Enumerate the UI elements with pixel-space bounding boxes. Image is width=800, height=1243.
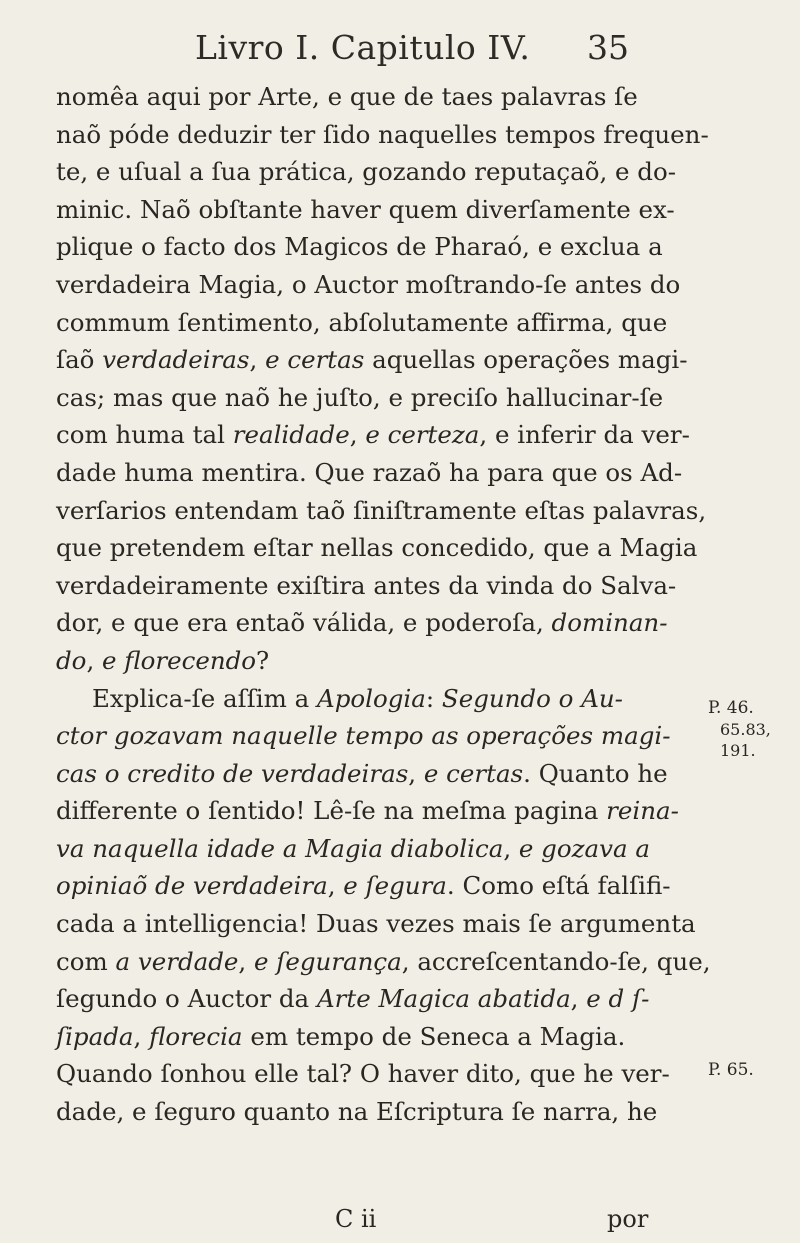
italic-text-segment: Arte Magica abatida <box>316 984 571 1014</box>
italic-text-segment: florecia <box>149 1021 243 1051</box>
text-segment: , e inferir da ver- <box>479 420 690 450</box>
italic-text-segment: verdadeiras <box>102 345 250 375</box>
italic-text-segment: e d ſ- <box>586 984 650 1014</box>
margin-note-line: 65.83, <box>720 720 771 739</box>
text-line <box>56 454 683 492</box>
text-segment: ſaõ <box>56 345 103 375</box>
text-segment: te, e uſual a ſua prática, gozando reputaçaõ, e do- <box>56 157 677 187</box>
italic-text-segment: cas o credito de verdadeiras <box>56 758 409 788</box>
italic-text-segment: Segundo o Au- <box>441 683 623 713</box>
page-number: 35 <box>587 28 629 67</box>
text-segment: commum ſentimento, abſolutamente affirma, que <box>56 307 668 337</box>
text-segment: , <box>327 871 344 901</box>
text-segment: naõ póde deduzir ter ſido naquelles tempos frequen- <box>56 119 709 149</box>
text-line <box>56 567 676 605</box>
text-line <box>56 228 676 266</box>
text-segment: , <box>249 345 266 375</box>
italic-text-segment: e certas <box>265 345 365 375</box>
text-segment: , <box>238 946 254 976</box>
text-segment: Explica-ſe aſſim a <box>92 683 318 713</box>
page-header <box>0 22 800 72</box>
text-segment: que pretendem eſtar nellas concedido, que a Magia <box>56 533 698 563</box>
text-segment: : <box>425 683 442 713</box>
text-segment: , accreſcentando-ſe, que, <box>401 946 711 976</box>
margin-note-reference-2 <box>708 1060 754 1081</box>
text-segment: com huma tal <box>56 420 233 450</box>
margin-note-line: 191. <box>720 741 756 760</box>
text-line <box>56 416 690 454</box>
text-line <box>56 1055 676 1093</box>
italic-text-segment: ſipada <box>56 1021 134 1051</box>
text-line <box>56 943 711 981</box>
body-text <box>56 78 711 1131</box>
italic-text-segment: dominan- <box>551 608 668 638</box>
text-line <box>56 792 679 830</box>
italic-text-segment: e ſegurança <box>254 946 402 976</box>
italic-text-segment: e certeza <box>365 420 480 450</box>
text-line <box>56 116 709 154</box>
text-line <box>56 905 696 943</box>
text-segment: dor, e que era entaõ válida, e poderoſa, <box>56 608 552 638</box>
text-segment: nomêa aqui por Arte, e que de taes palavras ſe <box>56 82 638 111</box>
text-segment: . Como eſtá falſifi- <box>446 871 671 901</box>
text-line <box>56 266 681 304</box>
text-line <box>56 867 676 905</box>
italic-text-segment: va naquella idade a Magia diabolica <box>56 833 504 863</box>
running-title: Livro I. Capitulo IV. <box>195 28 531 67</box>
text-segment: verdadeiramente exiſtira antes da vinda do Salva- <box>56 570 677 600</box>
text-line <box>56 1093 676 1131</box>
text-line <box>56 191 676 229</box>
text-segment: em tempo de Seneca a Magia. <box>242 1021 626 1051</box>
text-segment: com <box>56 946 116 976</box>
italic-text-segment: Apologia <box>317 683 426 713</box>
margin-note-line: P. 65. <box>708 1060 754 1080</box>
italic-text-segment: do <box>56 645 87 675</box>
text-line <box>56 717 676 755</box>
text-segment: verdadeira Magia, o Auctor moſtrando-ſe antes do <box>56 269 681 299</box>
italic-text-segment: a verdade <box>115 946 239 976</box>
text-line <box>56 529 698 567</box>
text-line <box>56 755 676 793</box>
text-segment: verſarios entendam taõ ſiniſtramente eſtas palavras, <box>56 495 707 525</box>
margin-note-reference-1 <box>708 698 771 761</box>
text-line <box>56 980 676 1018</box>
text-line <box>56 379 676 417</box>
text-segment: , <box>503 833 519 863</box>
text-line <box>56 1018 676 1056</box>
text-segment: . Quanto he <box>523 758 668 788</box>
text-segment: , <box>349 420 366 450</box>
text-segment: , <box>86 645 103 675</box>
text-segment: aquellas operações magi- <box>364 345 688 375</box>
text-line <box>56 680 676 718</box>
text-segment: cas; mas que naõ he juſto, e preciſo hallucinar-ſe <box>56 382 664 412</box>
text-segment: cada a intelligencia! Duas vezes mais ſe argumenta <box>56 909 696 939</box>
italic-text-segment: opiniaõ de verdadeira <box>56 871 328 901</box>
italic-text-segment: e certas <box>423 758 524 788</box>
text-segment: , <box>408 758 424 788</box>
text-segment: minic. Naõ obſtante haver quem diverſamente ex- <box>56 194 675 224</box>
text-line <box>56 78 676 116</box>
italic-text-segment: reina- <box>606 796 679 826</box>
margin-note-line: P. 46. <box>708 698 754 718</box>
italic-text-segment: e ſegura <box>343 871 447 901</box>
italic-text-segment: realidade <box>232 420 350 450</box>
text-line <box>56 642 676 680</box>
text-segment: dade huma mentira. Que razaõ ha para que os Ad- <box>56 457 683 487</box>
italic-text-segment: e florecendo <box>102 645 257 675</box>
italic-text-segment: e gozava a <box>518 833 650 863</box>
text-segment: plique o facto dos Magicos de Pharaó, e exclua a <box>56 232 663 262</box>
text-segment: ? <box>256 645 270 675</box>
catchword: por <box>607 1205 649 1233</box>
text-line <box>56 492 707 530</box>
text-line <box>56 153 676 191</box>
signature-mark: C ii <box>335 1205 377 1233</box>
text-segment: Quando ſonhou elle tal? O haver dito, que he ver- <box>56 1059 670 1089</box>
text-line <box>56 341 688 379</box>
text-line <box>56 304 676 342</box>
text-segment: , <box>133 1021 150 1051</box>
text-segment: , <box>570 984 587 1014</box>
italic-text-segment: ctor gozavam naquelle tempo as operações magi- <box>56 721 671 751</box>
text-line <box>56 830 676 868</box>
text-line <box>56 604 676 642</box>
page-footer <box>0 1205 800 1239</box>
text-segment: differente o ſentido! Lê-ſe na meſma pagina <box>56 796 607 826</box>
text-segment: ſegundo o Auctor da <box>56 984 317 1014</box>
text-segment: dade, e ſeguro quanto na Eſcriptura ſe narra, he <box>56 1097 658 1127</box>
